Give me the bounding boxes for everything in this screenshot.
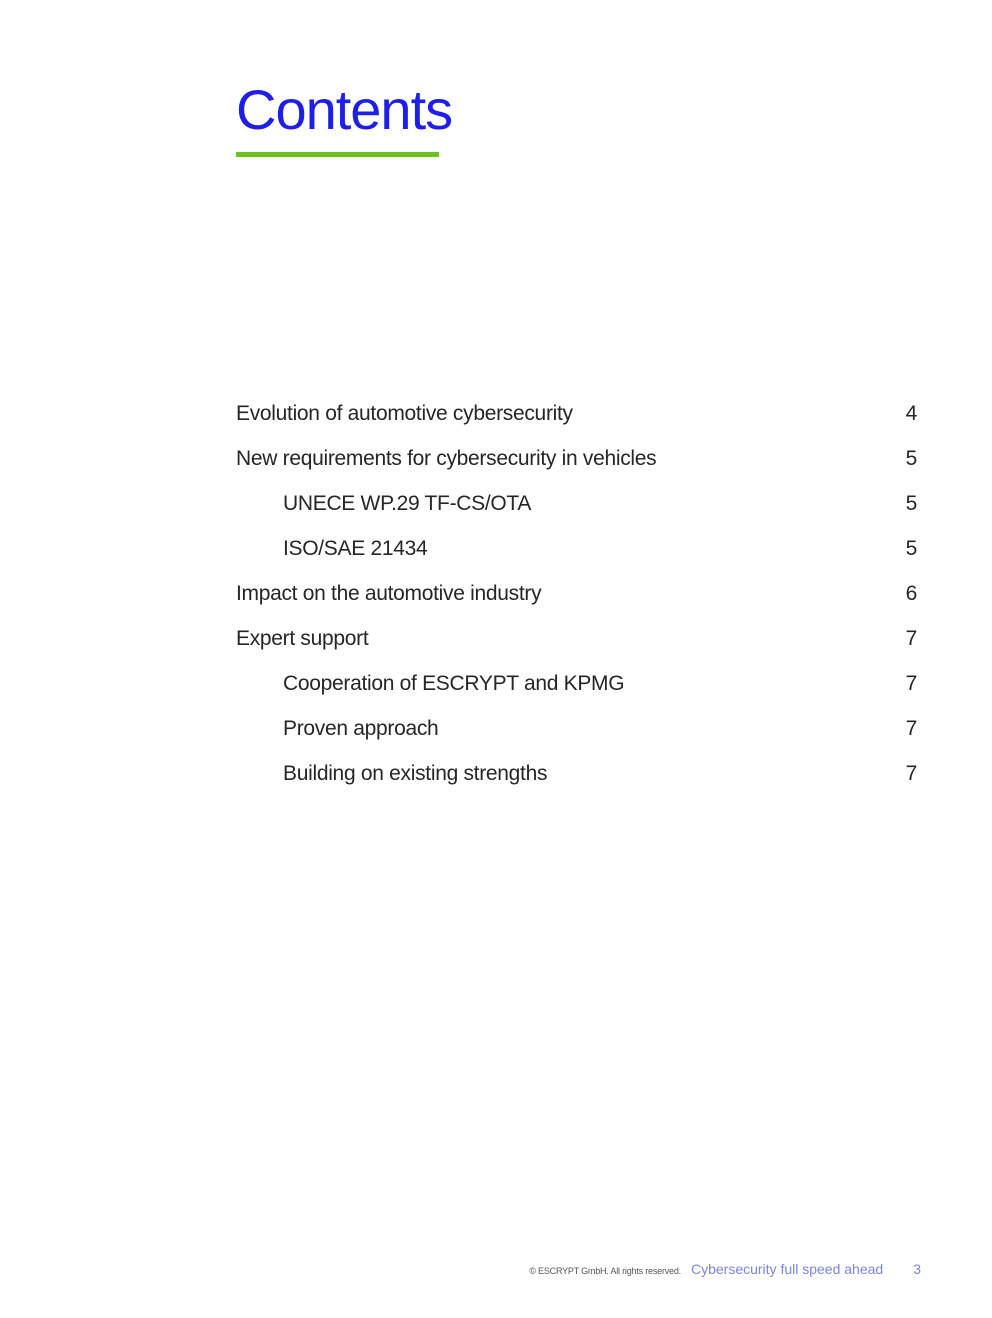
toc-subentry-cooperation[interactable] (236, 661, 917, 706)
toc-subentry-unece[interactable] (236, 481, 917, 526)
document-title: Cybersecurity full speed ahead (690, 1261, 884, 1277)
toc-entry-label: Building on existing strengths (283, 762, 548, 785)
toc-entry-label: UNECE WP.29 TF-CS/OTA (283, 492, 532, 515)
toc-entry-page: 7 (905, 627, 917, 650)
toc-entry-page: 7 (905, 762, 917, 785)
toc-subentry-iso-sae[interactable] (236, 526, 917, 571)
copyright-notice: © ESCRYPT GmbH. All rights reserved. (529, 1266, 681, 1276)
page-number: 3 (913, 1261, 921, 1277)
toc-entry-page: 5 (905, 447, 917, 470)
toc-entry-page: 7 (905, 717, 917, 740)
toc-entry-impact[interactable] (236, 571, 917, 616)
page-footer (529, 1261, 921, 1277)
toc-entry-page: 4 (905, 402, 917, 425)
page-title: Contents (236, 78, 453, 141)
toc-entry-label: ISO/SAE 21434 (283, 537, 428, 560)
toc-entry-expert-support[interactable] (236, 616, 917, 661)
toc-entry-label: Evolution of automotive cybersecurity (236, 402, 573, 425)
toc-entry-label: Expert support (236, 627, 369, 650)
title-underline (236, 152, 439, 157)
toc-entry-new-requirements[interactable] (236, 436, 917, 481)
toc-entry-label: Impact on the automotive industry (236, 582, 542, 605)
toc-entry-label: Cooperation of ESCRYPT and KPMG (283, 672, 625, 695)
toc-subentry-proven-approach[interactable] (236, 706, 917, 751)
toc-entry-page: 6 (905, 582, 917, 605)
table-of-contents (236, 391, 917, 796)
toc-entry-label: New requirements for cybersecurity in vehicles (236, 447, 657, 470)
toc-entry-page: 7 (905, 672, 917, 695)
toc-entry-label: Proven approach (283, 717, 439, 740)
toc-entry-page: 5 (905, 492, 917, 515)
toc-subentry-existing-strengths[interactable] (236, 751, 917, 796)
toc-entry-page: 5 (905, 537, 917, 560)
toc-entry-evolution[interactable] (236, 391, 917, 436)
